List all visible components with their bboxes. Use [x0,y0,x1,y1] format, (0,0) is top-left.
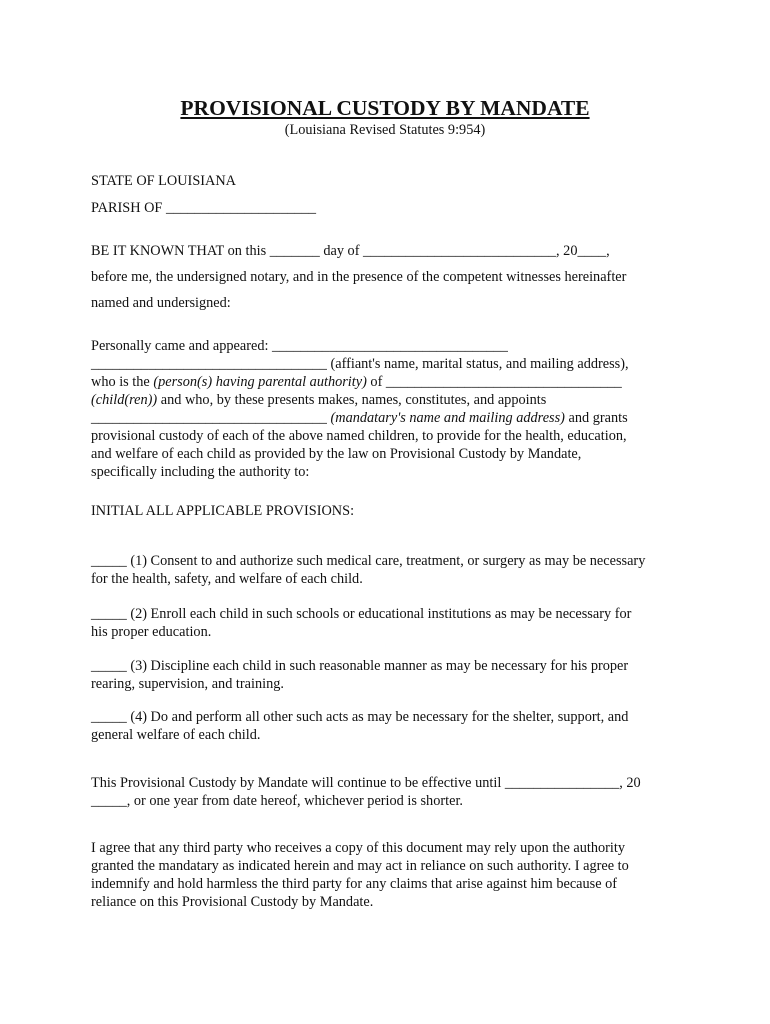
duration-paragraph [91,774,691,810]
duration-line-1: This Provisional Custody by Mandate will continue to be effective until ________________, 20 [91,775,641,791]
appearance-line-3c: of _________________________________ [366,374,622,390]
mandatary-label: (mandatary's name and mailing address) [330,410,565,426]
parish-line: PARISH OF _____________________ [91,200,317,216]
appearance-line-5a: _________________________________ [91,410,331,426]
provision-4-line-2: general welfare of each child. [91,727,261,743]
appearance-line-3a: who is the [91,374,154,390]
appearance-line-7: and welfare of each child as provided by the law on Provisional Custody by Mandate, [91,446,582,462]
appearance-line-2: _________________________________ (affiant's name, marital status, and mailing address), [91,356,629,372]
provision-4 [91,708,691,744]
provision-1-line-1: _____ (1) Consent to and authorize such medical care, treatment, or surgery as may be necessary [91,553,646,569]
provision-2-line-2: his proper education. [91,624,212,640]
provision-3-line-1: _____ (3) Discipline each child in such reasonable manner as may be necessary for his proper [91,658,629,674]
duration-line-2: _____, or one year from date hereof, whichever period is shorter. [91,793,463,809]
provision-3 [91,657,691,693]
agreement-line-1: I agree that any third party who receives a copy of this document may rely upon the authority [91,840,625,856]
appearance-line-5c: and grants [564,410,628,426]
provision-4-line-1: _____ (4) Do and perform all other such acts as may be necessary for the shelter, support, and [91,709,629,725]
provisions-heading: INITIAL ALL APPLICABLE PROVISIONS: [91,503,355,519]
appearance-line-5 [91,409,691,427]
appearance-line-1: Personally came and appeared: _________________________________ [91,338,508,354]
provision-3-line-2: rearing, supervision, and training. [91,676,284,692]
agreement-paragraph [91,839,691,911]
intro-line-1: BE IT KNOWN THAT on this _______ day of ___________________________, 20____, [91,243,610,259]
provision-2-line-1: _____ (2) Enroll each child in such schools or educational institutions as may be necessary for [91,606,632,622]
intro-line-3: named and undersigned: [91,295,231,311]
appearance-line-4 [91,391,691,409]
provision-2 [91,605,691,641]
document-title: PROVISIONAL CUSTODY BY MANDATE [180,96,590,120]
appearance-line-8: specifically including the authority to: [91,464,310,480]
appearance-line-4b: and who, by these presents makes, names, constitutes, and appoints [157,392,547,408]
agreement-line-2: granted the mandatary as indicated herein and may act in reliance on such authority. I agree to [91,858,629,874]
agreement-line-4: reliance on this Provisional Custody by Mandate. [91,894,374,910]
agreement-line-3: indemnify and hold harmless the third party for any claims that arise against him because of [91,876,618,892]
intro-line-2: before me, the undersigned notary, and in the presence of the competent witnesses hereinafter [91,269,627,285]
parental-authority-label: (person(s) having parental authority) [153,374,367,390]
appearance-line-6: provisional custody of each of the above named children, to provide for the health, education, [91,428,627,444]
children-label: (child(ren)) [91,392,158,408]
appearance-line-3 [91,373,691,391]
state-line: STATE OF LOUISIANA [91,173,236,189]
provision-1 [91,552,691,588]
provision-1-line-2: for the health, safety, and welfare of each child. [91,571,363,587]
document-subtitle: (Louisiana Revised Statutes 9:954) [284,122,486,138]
appearance-paragraph [91,337,691,481]
